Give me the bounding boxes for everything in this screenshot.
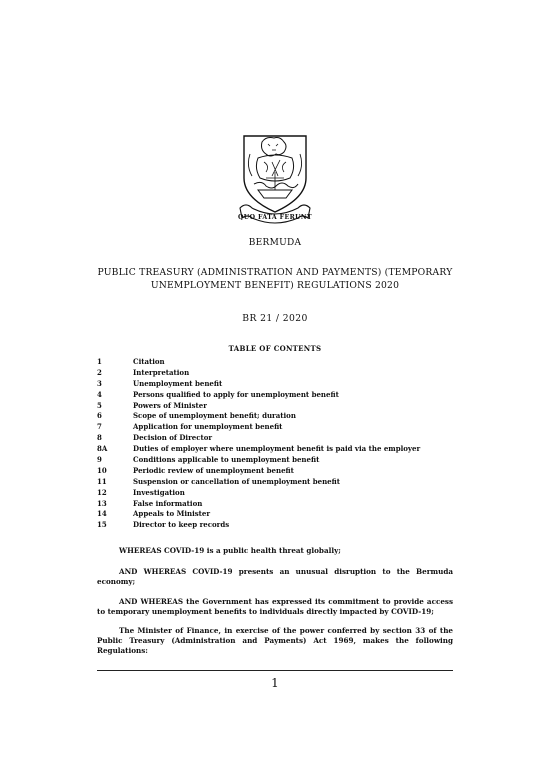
toc-item[interactable] [97, 509, 477, 520]
toc-item-label: Periodic review of unemployment benefit [133, 465, 294, 475]
title-line-1: PUBLIC TREASURY (ADMINISTRATION AND PAYMENTS) (TEMPORARY [97, 267, 453, 278]
toc-item[interactable] [97, 499, 477, 510]
toc-item-number: 5 [97, 400, 102, 410]
regulation-title [0, 266, 550, 292]
toc-item-number: 8A [97, 444, 108, 454]
toc-item-label: Unemployment benefit [133, 378, 223, 388]
toc-item-number: 3 [97, 378, 102, 388]
toc-item[interactable] [97, 368, 477, 379]
country-heading: BERMUDA [248, 238, 302, 248]
toc-item-number: 13 [97, 498, 107, 508]
enacting-clause: The Minister of Finance, in exercise of the power conferred by section 33 of the Public Treasury (Administration and Payments) Act 1969, makes the following Regulations: [97, 626, 453, 655]
preamble-paragraph: AND WHEREAS the Government has expressed its commitment to provide access to temporary unemployment benefits to individuals directly impacted by COVID-19; [97, 597, 453, 616]
toc-item-label: Interpretation [133, 367, 190, 377]
toc-item-number: 10 [97, 465, 107, 475]
toc-item[interactable] [97, 488, 477, 499]
toc-item-number: 12 [97, 487, 107, 497]
regulation-number: BR 21 / 2020 [242, 313, 308, 324]
toc-item-label: Appeals to Minister [133, 509, 211, 519]
toc-item[interactable] [97, 477, 477, 488]
toc-item-number: 9 [97, 455, 102, 465]
toc-item-number: 8 [97, 433, 102, 443]
toc-item-number: 2 [97, 367, 102, 377]
preamble-paragraph: AND WHEREAS COVID-19 presents an unusual disruption to the Bermuda economy; [97, 567, 453, 586]
toc-item-label: Persons qualified to apply for unemployment benefit [133, 389, 339, 399]
toc-item-label: Application for unemployment benefit [133, 422, 283, 432]
toc-item-number: 4 [97, 389, 102, 399]
toc-item-label: Conditions applicable to unemployment benefit [133, 455, 320, 465]
toc-item[interactable] [97, 433, 477, 444]
toc-item[interactable] [97, 379, 477, 390]
toc-item[interactable] [97, 422, 477, 433]
svg-text:QUO FATA FERUNT: QUO FATA FERUNT [238, 214, 312, 221]
toc-item-label: Duties of employer where unemployment benefit is paid via the employer [133, 444, 421, 454]
toc-item-label: False information [133, 498, 203, 508]
toc-item-label: Director to keep records [133, 520, 230, 530]
title-line-2: UNEMPLOYMENT BENEFIT) REGULATIONS 2020 [150, 280, 400, 291]
toc-item[interactable] [97, 401, 477, 412]
toc-item[interactable] [97, 390, 477, 401]
toc-item-number: 1 [97, 357, 102, 366]
toc-item-number: 14 [97, 509, 107, 519]
page-number: 1 [271, 676, 279, 690]
toc-item[interactable] [97, 411, 477, 422]
footer-divider [97, 670, 453, 671]
toc-item-label: Decision of Director [133, 433, 213, 443]
table-of-contents [97, 357, 477, 531]
toc-item[interactable] [97, 444, 477, 455]
toc-item-number: 15 [97, 520, 107, 530]
toc-item[interactable] [97, 466, 477, 477]
toc-item-number: 6 [97, 411, 102, 421]
toc-item-label: Scope of unemployment benefit; duration [133, 411, 296, 421]
toc-item[interactable] [97, 520, 477, 531]
bermuda-coat-of-arms-icon [236, 132, 314, 228]
toc-item-label: Investigation [133, 487, 185, 497]
toc-item-number: 7 [97, 422, 102, 432]
toc-item-label: Suspension or cancellation of unemployment benefit [133, 476, 340, 486]
preamble-paragraph: WHEREAS COVID-19 is a public health threat globally; [119, 546, 341, 555]
toc-item-number: 11 [97, 476, 107, 486]
toc-item-label: Citation [133, 357, 165, 366]
toc-item-label: Powers of Minister [133, 400, 207, 410]
toc-item[interactable] [97, 455, 477, 466]
toc-heading: TABLE OF CONTENTS [228, 344, 322, 353]
toc-item[interactable] [97, 357, 477, 368]
